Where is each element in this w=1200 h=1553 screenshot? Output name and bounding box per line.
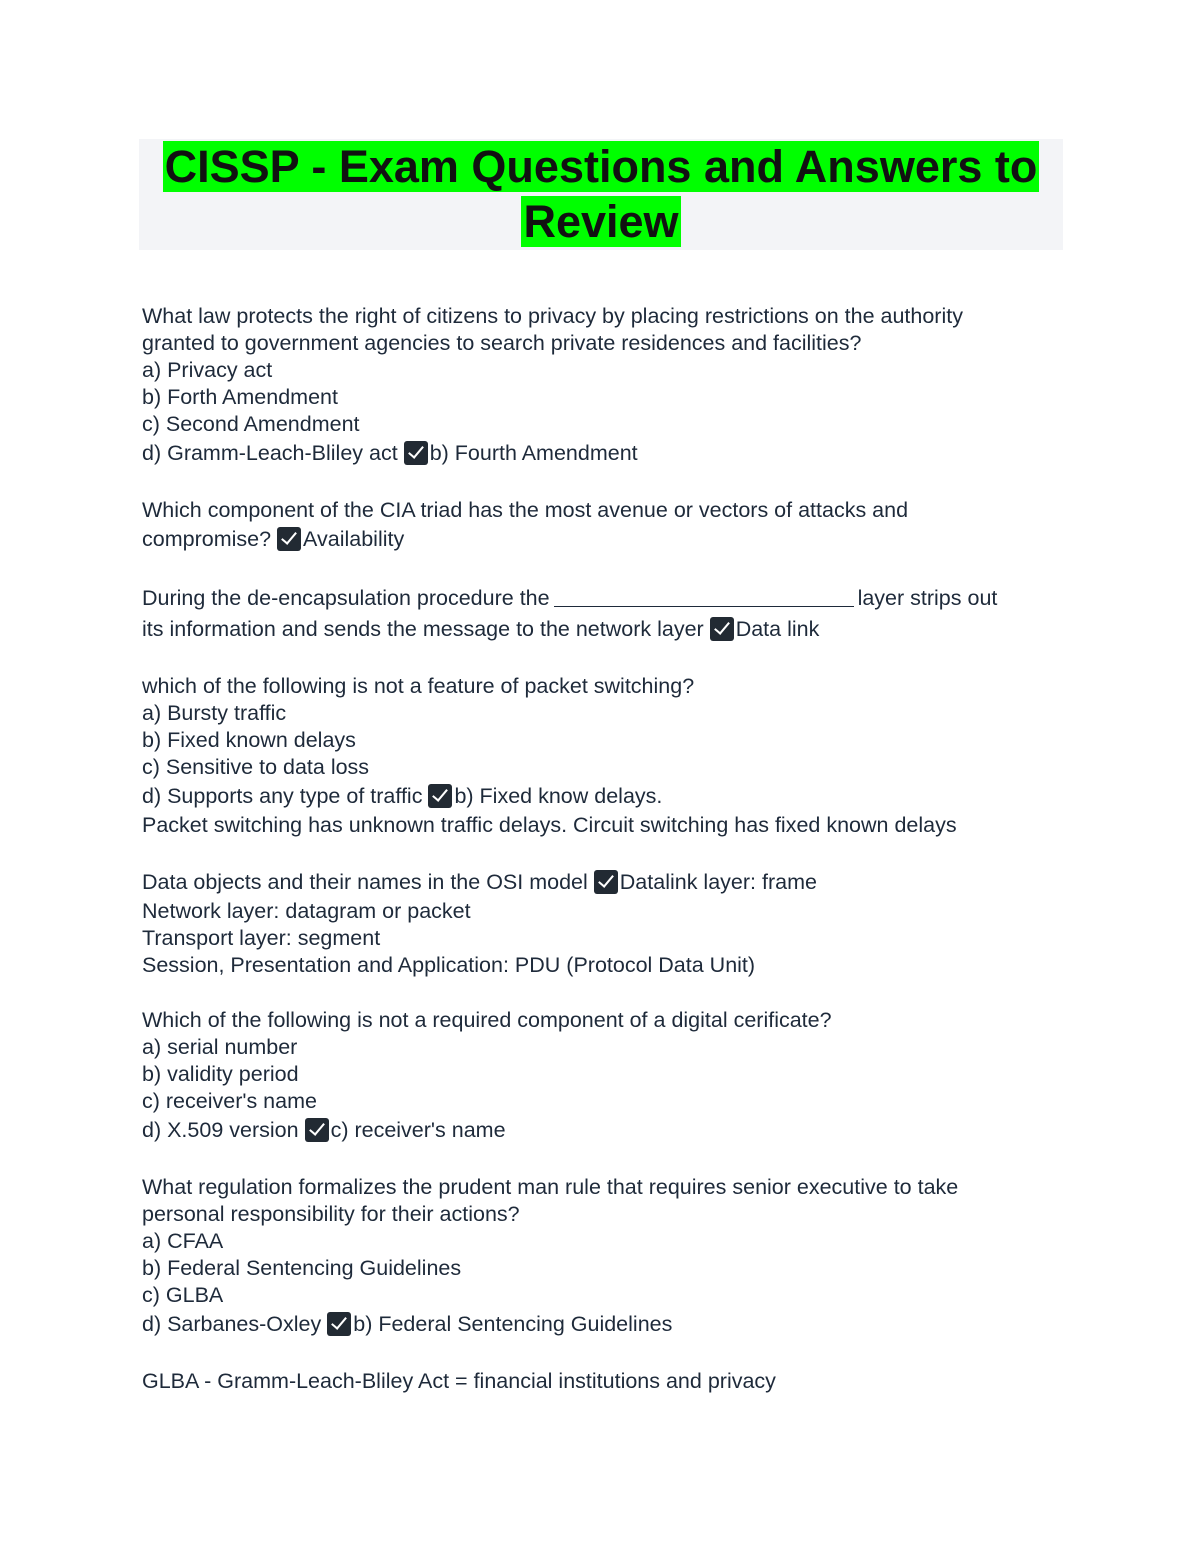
checkmark-icon — [594, 870, 618, 894]
question-with-answer — [142, 867, 1072, 898]
title-line-2: Review — [523, 196, 679, 247]
option-d-with-answer — [142, 438, 1072, 469]
option-d: d) Supports any type of traffic — [142, 784, 423, 808]
fill-in-blank — [554, 586, 854, 607]
option-b: b) Forth Amendment — [142, 385, 338, 409]
question-block-7 — [142, 1174, 1072, 1340]
question-with-answer — [142, 524, 1072, 555]
question-block-3 — [142, 583, 1072, 645]
option-d: d) Sarbanes-Oxley — [142, 1312, 322, 1336]
checkmark-icon — [327, 1312, 351, 1336]
question-block-5 — [142, 867, 1072, 979]
question-text: Data objects and their names in the OSI model — [142, 870, 588, 894]
answer-text: b) Fourth Amendment — [429, 441, 638, 465]
option-a: a) CFAA — [142, 1229, 224, 1253]
option-d-with-answer — [142, 1115, 1072, 1146]
question-text: Which component of the CIA triad has the most avenue or vectors of attacks and — [142, 498, 909, 522]
question-block-1 — [142, 303, 1072, 469]
question-block-2 — [142, 497, 1072, 555]
option-a: a) Bursty traffic — [142, 701, 287, 725]
question-text: What regulation formalizes the prudent man rule that requires senior executive to take — [142, 1175, 959, 1199]
answer-text: Session, Presentation and Application: PDU (Protocol Data Unit) — [142, 953, 756, 977]
note-text: GLBA - Gramm-Leach-Bliley Act = financial institutions and privacy — [142, 1369, 776, 1393]
option-d-with-answer — [142, 1309, 1072, 1340]
document-title — [139, 139, 1063, 250]
question-text-with-blank — [142, 583, 1072, 614]
document-body — [142, 303, 1072, 1423]
checkmark-icon — [277, 527, 301, 551]
note-block — [142, 1368, 1072, 1395]
question-text: What law protects the right of citizens to privacy by placing restrictions on the authority — [142, 304, 963, 328]
question-with-answer — [142, 614, 1072, 645]
question-text: Which of the following is not a required component of a digital cerificate? — [142, 1008, 832, 1032]
answer-explanation: Packet switching has unknown traffic delays. Circuit switching has fixed known delays — [142, 813, 957, 837]
checkmark-icon — [710, 617, 734, 641]
question-text: its information and sends the message to the network layer — [142, 617, 704, 641]
checkmark-icon — [305, 1118, 329, 1142]
question-text: layer strips out — [857, 586, 998, 610]
question-block-4 — [142, 673, 1072, 839]
option-b: b) Federal Sentencing Guidelines — [142, 1256, 462, 1280]
question-text: compromise? — [142, 527, 272, 551]
option-a: a) serial number — [142, 1035, 298, 1059]
option-d: d) X.509 version — [142, 1118, 299, 1142]
question-text: During the de-encapsulation procedure the — [142, 586, 550, 610]
option-d: d) Gramm-Leach-Bliley act — [142, 441, 398, 465]
question-text: which of the following is not a feature of packet switching? — [142, 674, 695, 698]
answer-text: b) Federal Sentencing Guidelines — [353, 1312, 673, 1336]
option-d-with-answer — [142, 781, 1072, 812]
question-block-6 — [142, 1007, 1072, 1146]
answer-text: Transport layer: segment — [142, 926, 381, 950]
answer-text: Network layer: datagram or packet — [142, 899, 471, 923]
answer-text: Data link — [735, 617, 820, 641]
answer-text: c) receiver's name — [330, 1118, 506, 1142]
option-c: c) GLBA — [142, 1283, 224, 1307]
option-b: b) validity period — [142, 1062, 299, 1086]
question-text: granted to government agencies to search private residences and facilities? — [142, 331, 862, 355]
checkmark-icon — [428, 784, 452, 808]
checkmark-icon — [404, 441, 428, 465]
title-line-1: CISSP - Exam Questions and Answers to — [164, 141, 1038, 192]
option-c: c) Sensitive to data loss — [142, 755, 370, 779]
option-c: c) receiver's name — [142, 1089, 317, 1113]
question-text: personal responsibility for their actions? — [142, 1202, 520, 1226]
answer-text: Availability — [303, 527, 405, 551]
option-c: c) Second Amendment — [142, 412, 360, 436]
option-b: b) Fixed known delays — [142, 728, 356, 752]
answer-text: b) Fixed know delays. — [454, 784, 663, 808]
option-a: a) Privacy act — [142, 358, 273, 382]
answer-text: Datalink layer: frame — [619, 870, 817, 894]
